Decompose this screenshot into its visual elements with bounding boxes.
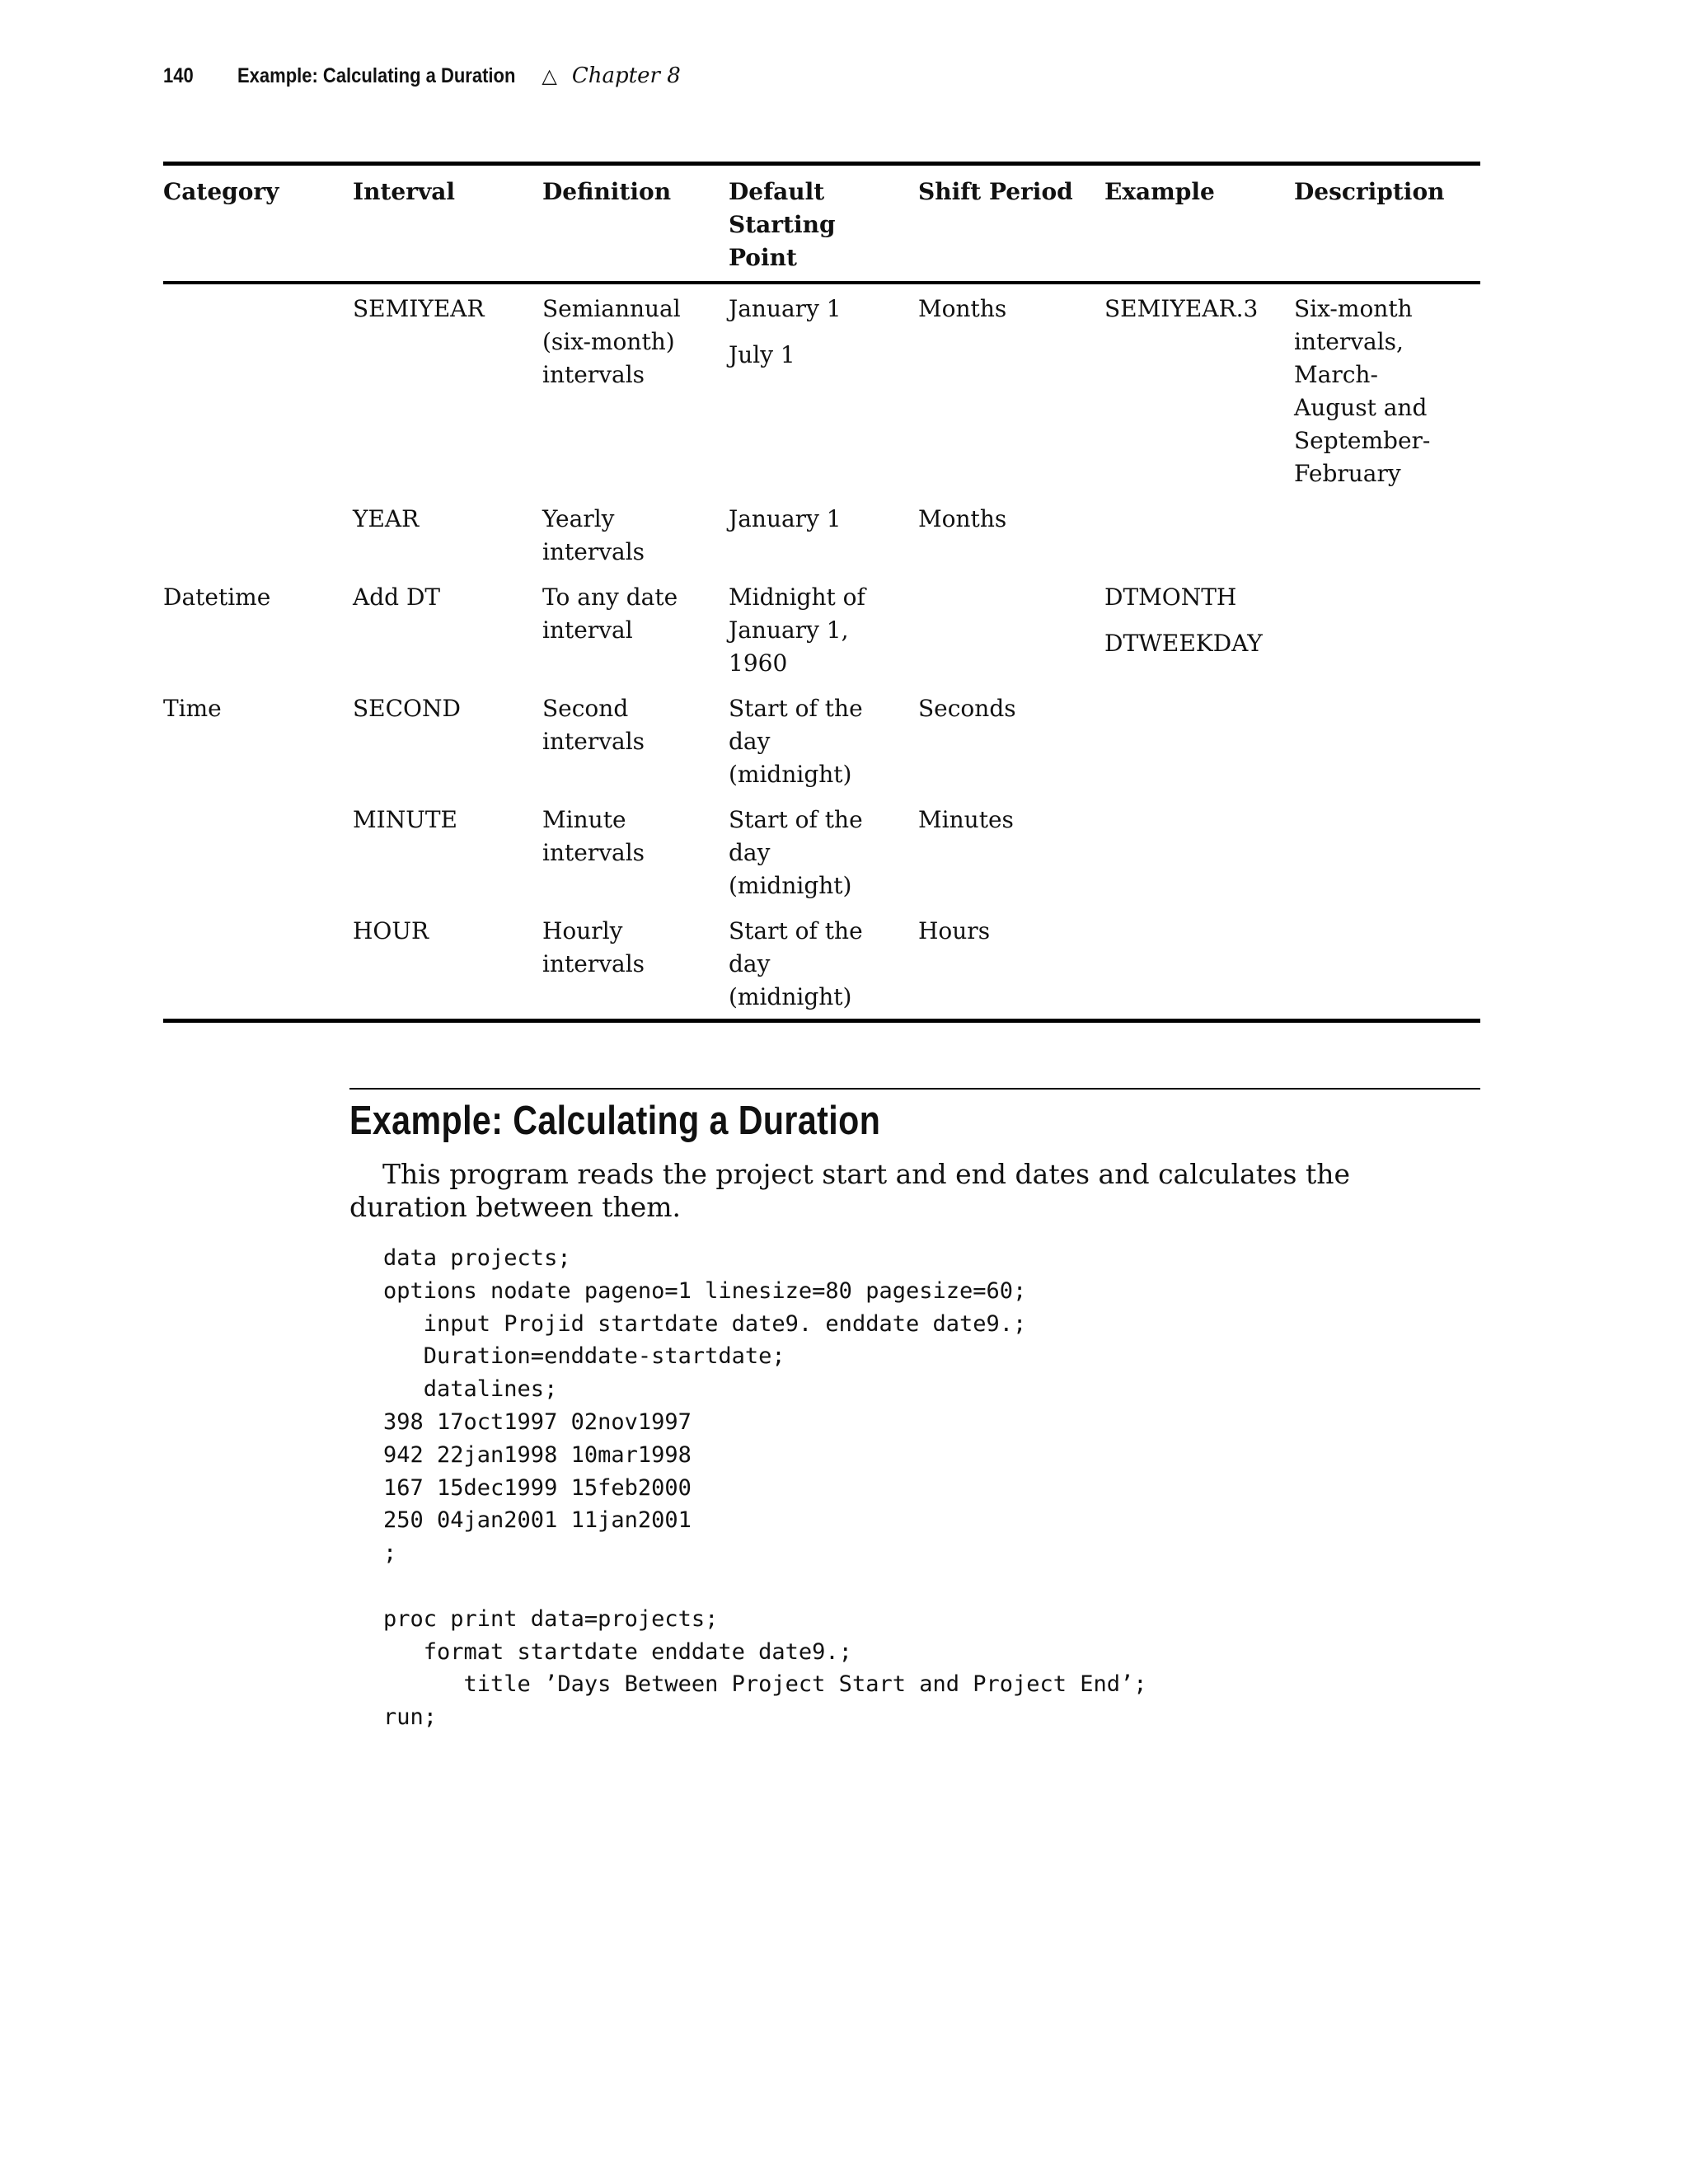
cell-definition: Minute intervals xyxy=(542,806,645,866)
triangle-separator-icon: △ xyxy=(542,65,557,87)
cell-shift-period: Hours xyxy=(918,917,991,944)
code-line: input Projid startdate date9. enddate date9.; xyxy=(383,1310,1027,1337)
column-header-definition: Definition xyxy=(542,178,672,205)
cell-starting-point xyxy=(729,503,918,569)
cell-starting-point xyxy=(729,804,918,902)
intervals-table xyxy=(163,162,1480,1023)
cell-definition: Hourly intervals xyxy=(542,917,645,977)
cell-starting-point xyxy=(729,293,918,490)
code-line: proc print data=projects; xyxy=(383,1605,719,1632)
column-header-description: Description xyxy=(1294,178,1445,205)
column-header-example: Example xyxy=(1104,178,1215,205)
table-row xyxy=(163,284,1480,490)
cell-example xyxy=(1104,503,1294,569)
table-row xyxy=(163,915,1480,1019)
starting-point-value: Start of the day (midnight) xyxy=(729,917,863,1010)
code-line: options nodate pageno=1 linesize=80 pagesize=60; xyxy=(383,1277,1027,1304)
cell-example xyxy=(1104,293,1294,490)
starting-point-value: Start of the day (midnight) xyxy=(729,695,863,788)
cell-description xyxy=(1294,692,1480,791)
column-header-interval: Interval xyxy=(353,178,456,205)
header-section-title: Example: Calculating a Duration xyxy=(237,63,516,87)
cell-description xyxy=(1294,503,1480,569)
cell-example xyxy=(1104,804,1294,902)
cell-category: Time xyxy=(163,695,222,722)
starting-point-value: July 1 xyxy=(729,341,795,368)
example-value: SEMIYEAR.3 xyxy=(1104,295,1259,322)
section-rule xyxy=(349,1088,1480,1090)
cell-example xyxy=(1104,581,1294,680)
cell-description: Six-month intervals, March-August and September-February xyxy=(1294,295,1431,487)
cell-starting-point xyxy=(729,581,918,680)
cell-shift-period: Minutes xyxy=(918,806,1014,833)
table-row xyxy=(163,581,1480,680)
code-line: ; xyxy=(383,1540,397,1567)
code-line: datalines; xyxy=(383,1376,558,1403)
code-line: 398 17oct1997 02nov1997 xyxy=(383,1408,692,1435)
cell-definition: Second intervals xyxy=(542,695,645,755)
cell-interval: YEAR xyxy=(353,505,420,532)
code-listing xyxy=(383,1242,1147,1734)
cell-description xyxy=(1294,804,1480,902)
cell-description xyxy=(1294,581,1480,680)
column-header-category: Category xyxy=(163,178,279,205)
table-bottom-rule xyxy=(163,1019,1480,1023)
starting-point-value: January 1 xyxy=(729,295,842,322)
cell-definition: To any date interval xyxy=(542,583,678,644)
example-value: DTMONTH xyxy=(1104,583,1237,611)
running-header xyxy=(163,58,681,94)
cell-category: Datetime xyxy=(163,583,271,611)
cell-interval: MINUTE xyxy=(353,806,457,833)
table-header-row xyxy=(163,166,1480,281)
code-line: 167 15dec1999 15feb2000 xyxy=(383,1474,692,1501)
code-line: format startdate enddate date9.; xyxy=(383,1638,852,1665)
cell-shift-period: Months xyxy=(918,505,1007,532)
cell-definition: Yearly intervals xyxy=(542,505,645,565)
intro-paragraph: This program reads the project start and end dates and calculates the duration between them. xyxy=(349,1158,1351,1223)
cell-example xyxy=(1104,915,1294,1014)
code-line: 942 22jan1998 10mar1998 xyxy=(383,1441,692,1468)
section-heading: Example: Calculating a Duration xyxy=(349,1099,881,1143)
header-chapter: Chapter 8 xyxy=(571,63,681,88)
code-line: run; xyxy=(383,1704,438,1731)
code-line xyxy=(383,1570,1147,1603)
cell-starting-point xyxy=(729,915,918,1014)
cell-shift-period: Seconds xyxy=(918,695,1016,722)
starting-point-value: Midnight of January 1, 1960 xyxy=(729,583,865,677)
cell-category xyxy=(163,503,353,569)
cell-shift-period: Months xyxy=(918,295,1007,322)
cell-interval: SECOND xyxy=(353,695,461,722)
table-body xyxy=(163,284,1480,1019)
table-row xyxy=(163,692,1480,791)
table-row xyxy=(163,503,1480,569)
starting-point-value: January 1 xyxy=(729,505,842,532)
code-line: title ’Days Between Project Start and Project End’; xyxy=(383,1671,1147,1698)
page-number: 140 xyxy=(163,63,194,87)
cell-description xyxy=(1294,915,1480,1014)
cell-starting-point xyxy=(729,692,918,791)
code-line: Duration=enddate-startdate; xyxy=(383,1343,785,1370)
cell-interval: Add DT xyxy=(353,583,441,611)
code-line: data projects; xyxy=(383,1245,571,1271)
cell-definition: Semiannual (six-month) intervals xyxy=(542,295,681,388)
column-header-default-starting-point: Default Starting Point xyxy=(729,178,836,271)
cell-interval: SEMIYEAR xyxy=(353,295,485,322)
example-value: DTWEEKDAY xyxy=(1104,630,1263,657)
table-row xyxy=(163,804,1480,902)
cell-category xyxy=(163,915,353,1014)
cell-interval: HOUR xyxy=(353,917,429,944)
starting-point-value: Start of the day (midnight) xyxy=(729,806,863,899)
cell-category xyxy=(163,293,353,490)
cell-example xyxy=(1104,692,1294,791)
cell-category xyxy=(163,804,353,902)
code-line: 250 04jan2001 11jan2001 xyxy=(383,1507,692,1534)
column-header-shift-period: Shift Period xyxy=(918,178,1073,205)
cell-shift-period xyxy=(918,581,1104,680)
